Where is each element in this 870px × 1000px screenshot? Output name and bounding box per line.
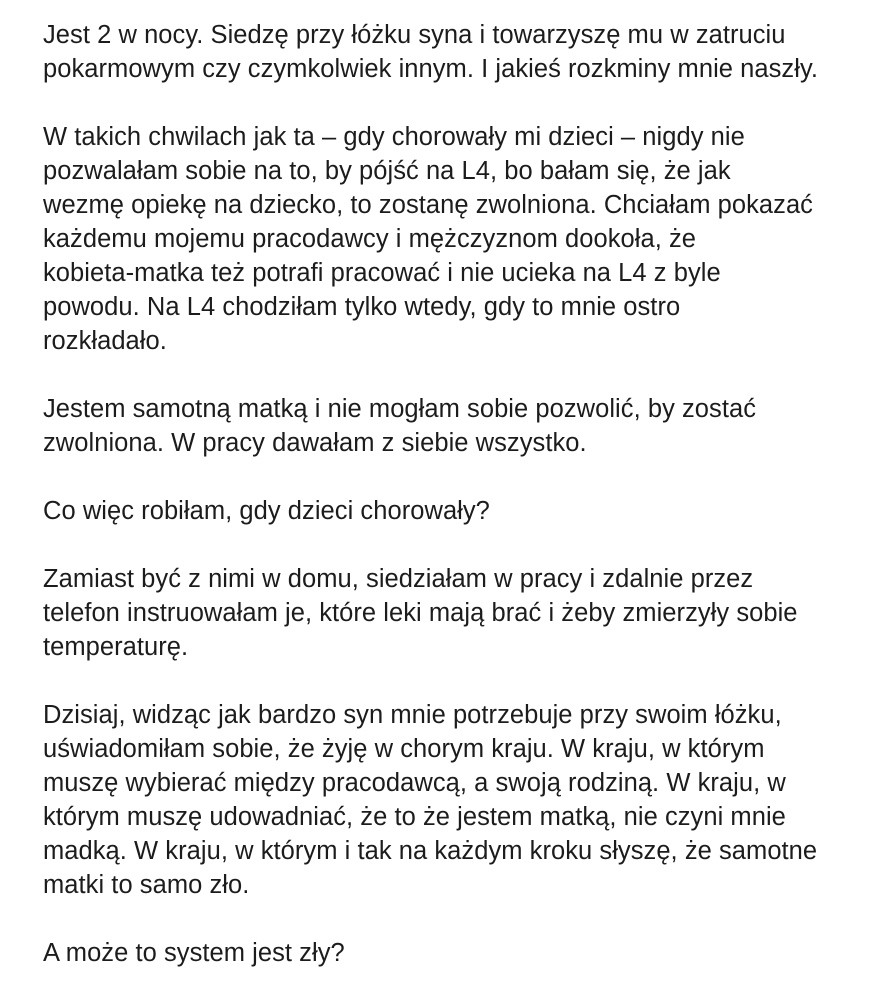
paragraph-2: W takich chwilach jak ta – gdy chorowały mi dzieci – nigdy nie pozwalałam sobie na to, by pójść na L4, bo bałam się, że jak wezmę opiekę na dziecko, to zostanę zwolniona. Chciałam pokazać każdemu mojemu pracodawcy i mężczyznom dookoła, że kobieta-matka też potrafi pracować i nie ucieka na L4 z byle powodu. Na L4 chodziłam tylko wtedy, gdy to mnie ostro rozkładało.	[43, 123, 813, 355]
paragraph-5: Zamiast być z nimi w domu, siedziałam w pracy i zdalnie przez telefon instruowałam je, które leki mają brać i żeby zmierzyły sobie temperaturę.	[43, 565, 798, 661]
post-body	[43, 18, 863, 970]
paragraph-3: Jestem samotną matką i nie mogłam sobie pozwolić, by zostać zwolniona. W pracy dawałam z siebie wszystko.	[43, 395, 757, 457]
paragraph-1: Jest 2 w nocy. Siedzę przy łóżku syna i towarzyszę mu w zatruciu pokarmowym czy czymkolwiek innym. I jakieś rozkminy mnie naszły.	[43, 21, 818, 83]
paragraph-4: Co więc robiłam, gdy dzieci chorowały?	[43, 497, 490, 525]
paragraph-6: Dzisiaj, widząc jak bardzo syn mnie potrzebuje przy swoim łóżku, uświadomiłam sobie, że żyję w chorym kraju. W kraju, w którym muszę wybierać między pracodawcą, a swoją rodziną. W kraju, w którym muszę udowadniać, że to że jestem matką, nie czyni mnie madką. W kraju, w którym i tak na każdym kroku słyszę, że samotne matki to samo zło.	[43, 701, 818, 899]
paragraph-7: A może to system jest zły?	[43, 939, 345, 967]
